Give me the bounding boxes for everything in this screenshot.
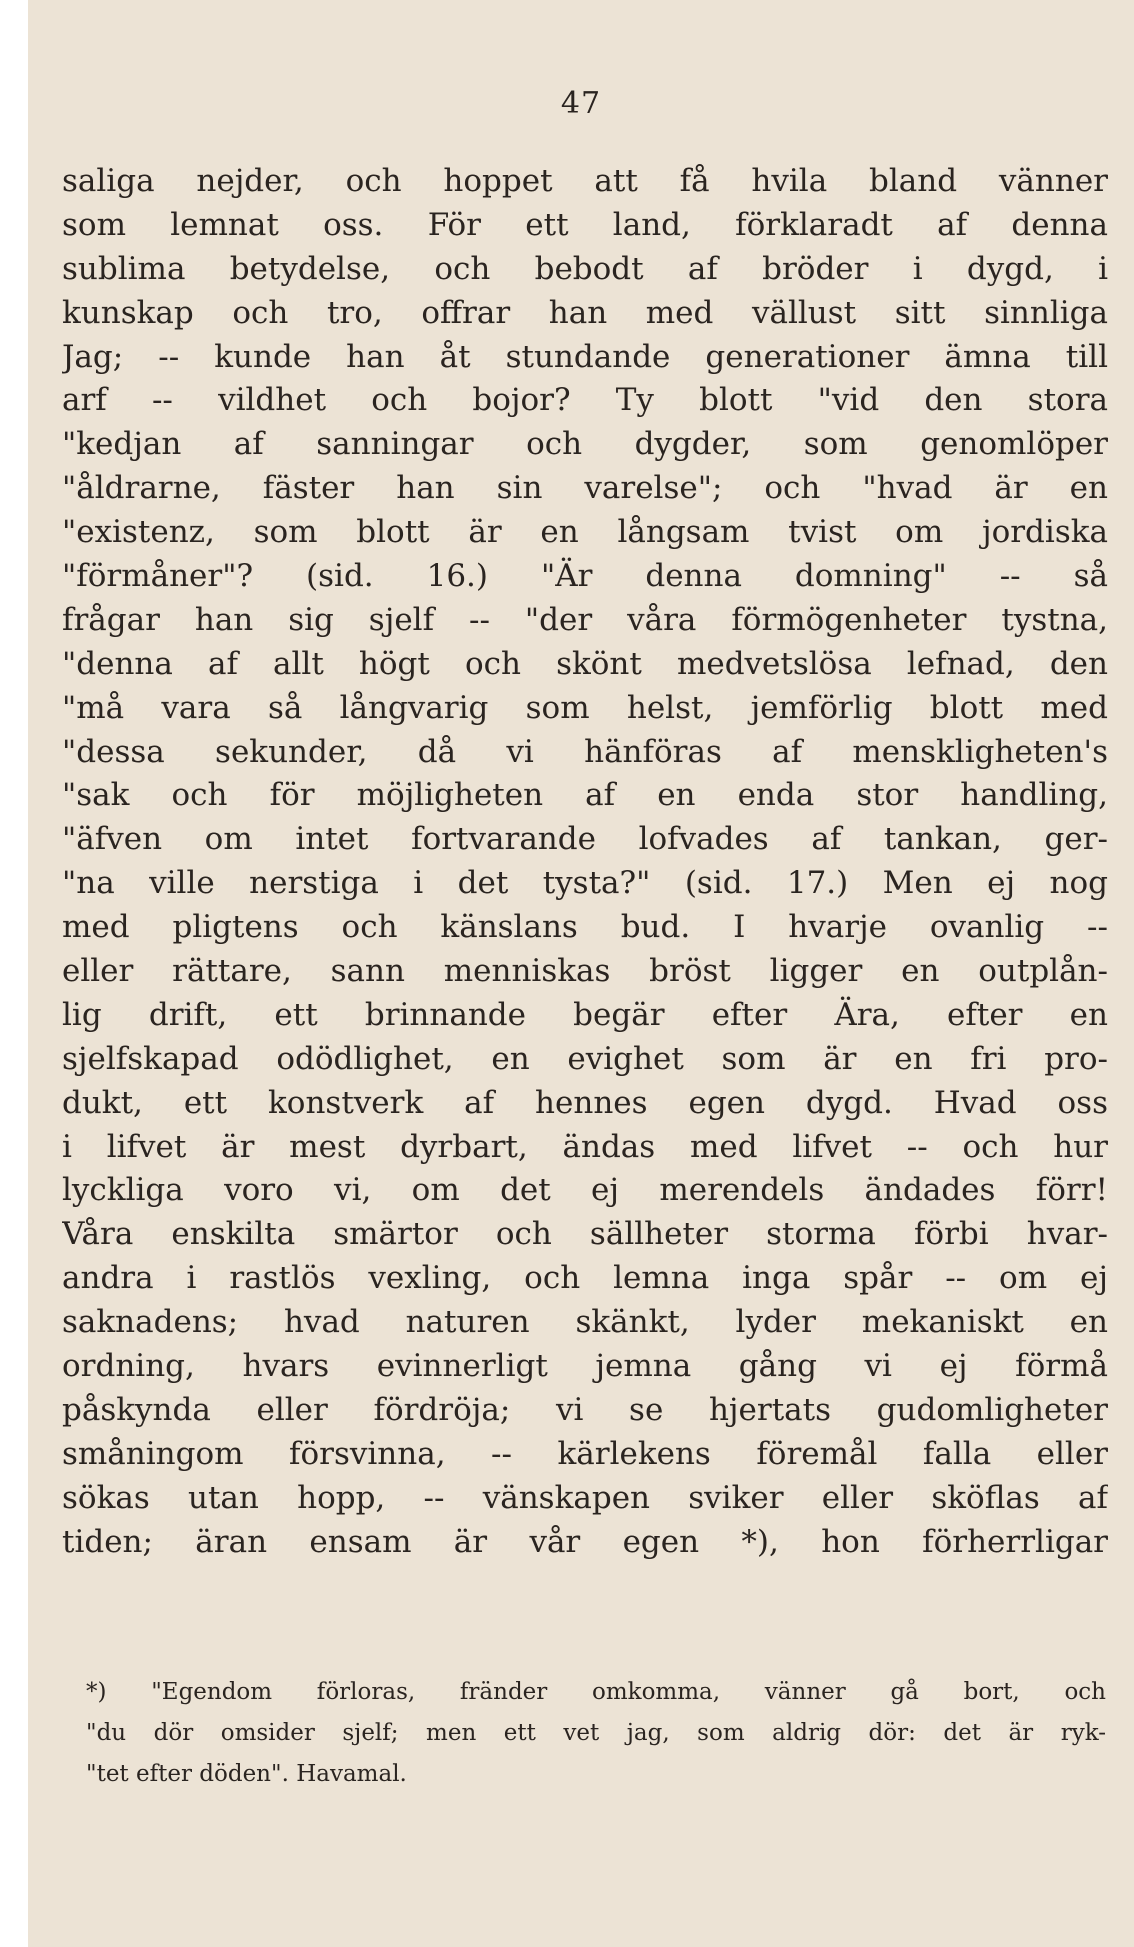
text-line: saliga nejder, och hoppet att få hvila bland vänner (62, 163, 1108, 199)
scan-margin (0, 0, 28, 1947)
text-line: sjelfskapad odödlighet, en evighet som är en fri pro- (62, 1040, 1108, 1077)
text-line: "kedjan af sanningar och dygder, som genomlöper (62, 426, 1108, 463)
body-text (62, 160, 1108, 1565)
text-line: eller rättare, sann menniskas bröst ligger en outplån- (62, 953, 1108, 990)
text-line: sökas utan hopp, -- vänskapen sviker eller sköflas af (62, 1479, 1108, 1516)
text-line: påskynda eller fördröja; vi se hjertats gudomligheter (62, 1391, 1108, 1428)
text-line: som lemnat oss. För ett land, förklaradt af denna (62, 206, 1108, 243)
text-line: arf -- vildhet och bojor? Ty blott "vid den stora (62, 382, 1108, 419)
text-line: Våra enskilta smärtor och sällheter storma förbi hvar- (62, 1216, 1108, 1253)
text-line: "na ville nerstiga i det tysta?" (sid. 17.) Men ej nog (62, 865, 1108, 902)
text-line: med pligtens och känslans bud. I hvarje ovanlig -- (62, 909, 1108, 946)
text-line: lig drift, ett brinnande begär efter Ära, efter en (62, 996, 1108, 1033)
text-line: ordning, hvars evinnerligt jemna gång vi ej förmå (62, 1348, 1108, 1385)
text-line: "åldrarne, fäster han sin varelse"; och "hvad är en (62, 470, 1108, 507)
text-line: i lifvet är mest dyrbart, ändas med lifvet -- och hur (62, 1128, 1108, 1165)
text-line: "äfven om intet fortvarande lofvades af tankan, ger- (62, 821, 1108, 858)
text-line: "förmåner"? (sid. 16.) "Är denna domning" -- så (62, 558, 1108, 595)
text-line: frågar han sig sjelf -- "der våra förmögenheter tystna, (62, 601, 1108, 638)
text-line: "denna af allt högt och skönt medvetslösa lefnad, den (62, 645, 1108, 682)
text-line: kunskap och tro, offrar han med vällust sitt sinnliga (62, 294, 1108, 331)
text-line: småningom försvinna, -- kärlekens föremål falla eller (62, 1435, 1108, 1472)
text-line: Jag; -- kunde han åt stundande generationer ämna till (62, 338, 1108, 375)
footnote-line: "tet efter döden". Havamal. (86, 1761, 407, 1787)
text-line: "sak och för möjligheten af en enda stor handling, (62, 777, 1108, 814)
text-line: andra i rastlös vexling, och lemna inga spår -- om ej (62, 1260, 1108, 1297)
book-page (28, 0, 1134, 1947)
text-line: dukt, ett konstverk af hennes egen dygd. Hvad oss (62, 1084, 1108, 1121)
text-line: saknadens; hvad naturen skänkt, lyder mekaniskt en (62, 1304, 1108, 1341)
text-line: "må vara så långvarig som helst, jemförlig blott med (62, 689, 1108, 726)
footnote-line: *) "Egendom förloras, fränder omkomma, vänner gå bort, och (86, 1679, 1106, 1705)
footnote-line: "du dör omsider sjelf; men ett vet jag, som aldrig dör: det är ryk- (86, 1720, 1106, 1746)
page-number: 47 (560, 86, 602, 121)
text-line: "existenz, som blott är en långsam tvist om jordiska (62, 514, 1108, 551)
text-line: sublima betydelse, och bebodt af bröder i dygd, i (62, 250, 1108, 287)
text-line: tiden; äran ensam är vår egen *), hon förherrligar (62, 1523, 1108, 1560)
text-line: "dessa sekunder, då vi hänföras af menskligheten's (62, 733, 1108, 770)
footnote (86, 1672, 1106, 1795)
text-line: lyckliga voro vi, om det ej merendels ändades förr! (62, 1172, 1108, 1209)
